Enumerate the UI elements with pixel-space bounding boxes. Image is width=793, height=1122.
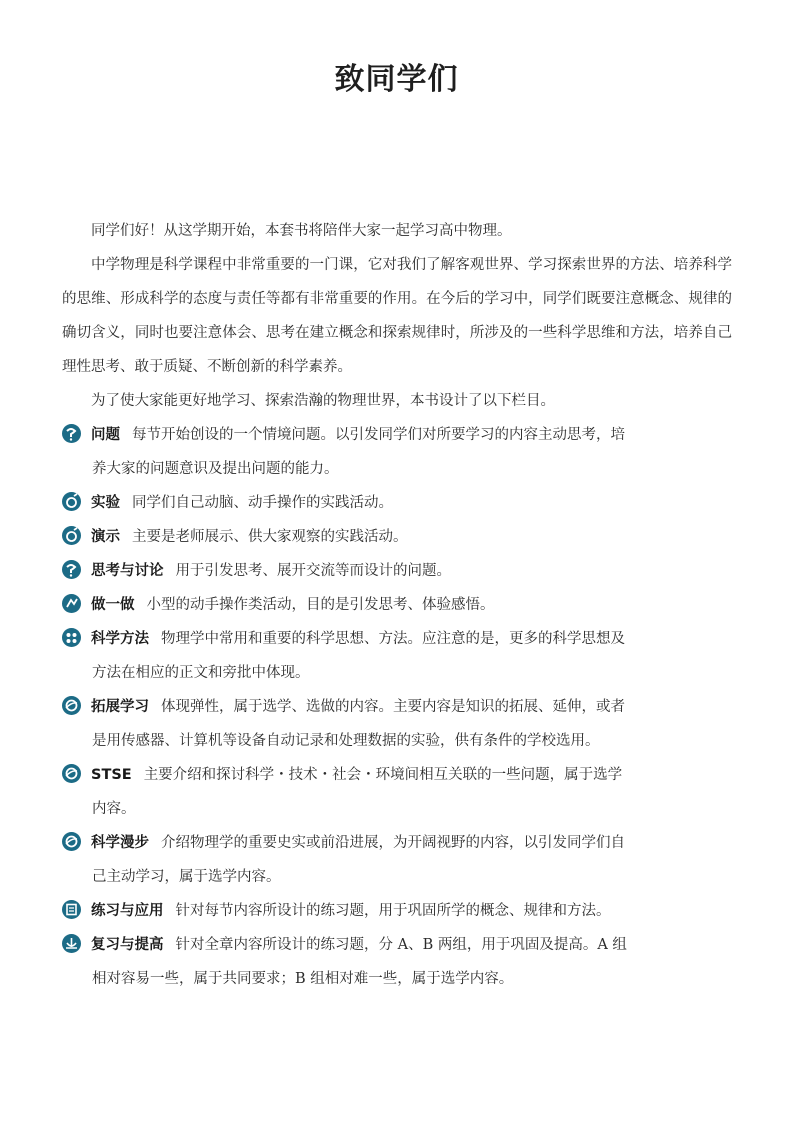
section-desc-cont: 己主动学习，属于选学内容。 xyxy=(92,869,281,885)
question-icon xyxy=(62,424,81,443)
section-term: 思考与讨论 xyxy=(91,563,164,579)
section-desc: 同学们自己动脑、动手操作的实践活动。 xyxy=(132,495,393,511)
section-demonstration xyxy=(62,520,732,554)
section-review xyxy=(62,928,732,996)
section-term: 问题 xyxy=(91,427,120,443)
section-desc-cont: 相对容易一些，属于共同要求；B 组相对难一些，属于选学内容。 xyxy=(92,971,514,987)
section-term: 拓展学习 xyxy=(91,699,149,715)
section-desc: 针对每节内容所设计的练习题，用于巩固所学的概念、规律和方法。 xyxy=(175,903,611,919)
section-term: 实验 xyxy=(91,495,120,511)
section-method xyxy=(62,622,732,690)
experiment-icon xyxy=(62,492,81,511)
section-stse xyxy=(62,758,732,826)
section-hands-on xyxy=(62,588,732,622)
section-term: 复习与提高 xyxy=(91,937,164,953)
sections-intro-paragraph: 为了使大家能更好地学习、探索浩瀚的物理世界，本书设计了以下栏目。 xyxy=(91,393,555,409)
section-term: 演示 xyxy=(91,529,120,545)
section-science-walk xyxy=(62,826,732,894)
exercise-icon xyxy=(62,900,81,919)
discussion-icon xyxy=(62,560,81,579)
extension-icon xyxy=(62,696,81,715)
section-desc: 介绍物理学的重要史实或前沿进展，为开阔视野的内容，以引发同学们自 xyxy=(161,835,625,851)
section-term: 科学方法 xyxy=(91,631,149,647)
section-term: 科学漫步 xyxy=(91,835,149,851)
section-discussion xyxy=(62,554,732,588)
section-desc-cont: 内容。 xyxy=(92,801,136,817)
science-walk-icon xyxy=(62,832,81,851)
physics-importance-paragraph: 中学物理是科学课程中非常重要的一门课，它对我们了解客观世界、学习探索世界的方法、培养科学的思维、形成科学的态度与责任等都有非常重要的作用。在今后的学习中，同学们既要注意概念、规律的确切含义，同时也要注意体会、思考在建立概念和探索规律时，所涉及的一些科学思维和方法，培养自己理性思考、敢于质疑、不断创新的科学素养。 xyxy=(62,257,732,375)
section-term: 做一做 xyxy=(91,597,135,613)
section-desc: 小型的动手操作类活动，目的是引发思考、体验感悟。 xyxy=(146,597,495,613)
section-desc: 物理学中常用和重要的科学思想、方法。应注意的是，更多的科学思想及 xyxy=(161,631,625,647)
section-extension xyxy=(62,690,732,758)
section-desc: 主要介绍和探讨科学・技术・社会・环境间相互关联的一些问题，属于选学 xyxy=(143,767,623,783)
section-desc: 每节开始创设的一个情境问题。以引发同学们对所要学习的内容主动思考，培 xyxy=(132,427,625,443)
method-icon xyxy=(62,628,81,647)
section-term: STSE xyxy=(91,767,132,783)
demonstration-icon xyxy=(62,526,81,545)
stse-icon xyxy=(62,764,81,783)
review-icon xyxy=(62,934,81,953)
section-desc-cont: 是用传感器、计算机等设备自动记录和处理数据的实验，供有条件的学校选用。 xyxy=(92,733,600,749)
section-desc: 用于引发思考、展开交流等而设计的问题。 xyxy=(175,563,451,579)
section-exercise xyxy=(62,894,732,928)
section-desc: 主要是老师展示、供大家观察的实践活动。 xyxy=(132,529,408,545)
section-experiment xyxy=(62,486,732,520)
section-term: 练习与应用 xyxy=(91,903,164,919)
section-desc-cont: 养大家的问题意识及提出问题的能力。 xyxy=(92,461,339,477)
section-desc: 针对全章内容所设计的练习题，分 A、B 两组，用于巩固及提高。A 组 xyxy=(175,937,627,953)
page-title: 致同学们 xyxy=(334,62,459,97)
section-question xyxy=(62,418,732,486)
section-desc-cont: 方法在相应的正文和旁批中体现。 xyxy=(92,665,310,681)
section-desc: 体现弹性，属于选学、选做的内容。主要内容是知识的拓展、延伸，或者 xyxy=(161,699,625,715)
hands-on-icon xyxy=(62,594,81,613)
intro-paragraph: 同学们好！从这学期开始，本套书将陪伴大家一起学习高中物理。 xyxy=(91,223,512,239)
